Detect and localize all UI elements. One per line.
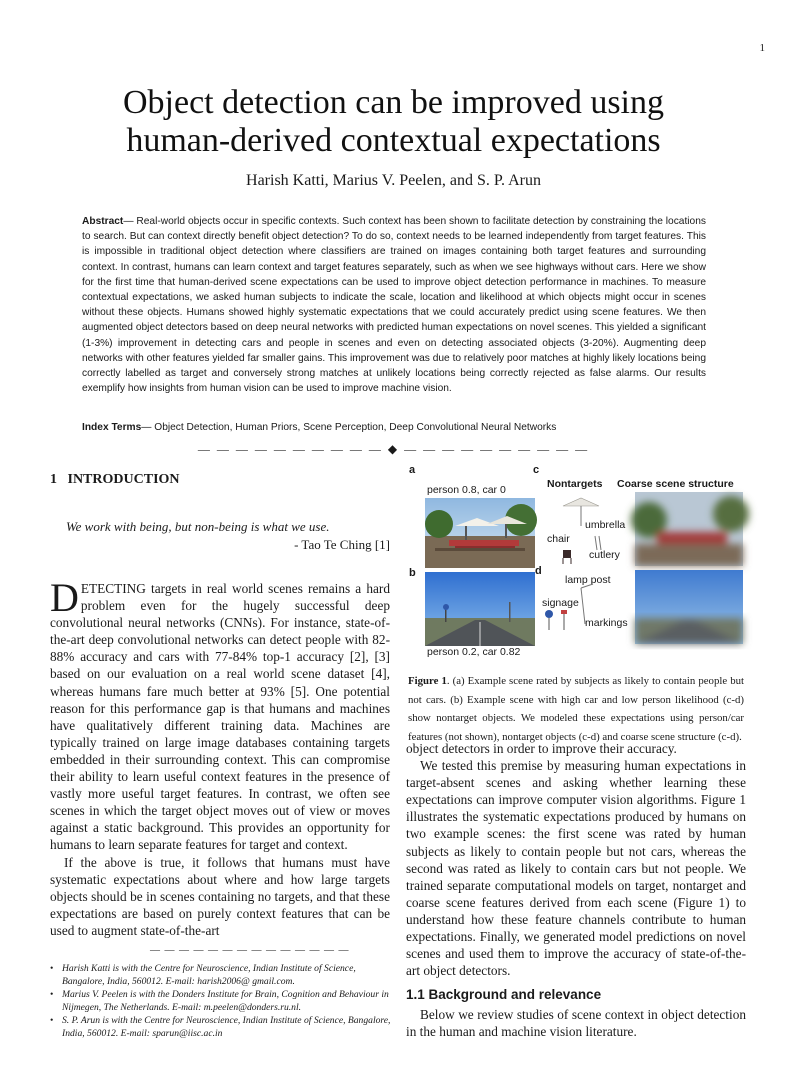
paper-title — [0, 84, 787, 160]
object-lamp-post: lamp post — [565, 574, 611, 586]
page-number: 1 — [759, 42, 765, 54]
object-signage: signage — [542, 597, 579, 609]
left-column — [50, 472, 390, 939]
panel-d-label: d — [535, 565, 542, 577]
section-heading — [50, 472, 390, 488]
panel-a-label: a — [409, 464, 416, 476]
scene-a-image — [425, 498, 535, 568]
object-cutlery: cutlery — [589, 549, 620, 561]
panel-c-label: c — [533, 464, 540, 476]
footnotes — [50, 962, 395, 1040]
subsection-heading: 1.1 Background and relevance — [406, 987, 602, 1003]
caption-label: Figure 1 — [408, 675, 447, 687]
index-terms-text: — Object Detection, Human Priors, Scene Perception, Deep Convolutional Neural Networks — [141, 422, 557, 433]
panel-a-caption: person 0.8, car 0 — [427, 484, 506, 496]
coarse-scene-a — [635, 492, 743, 566]
object-markings: markings — [585, 617, 628, 629]
right-column — [406, 740, 746, 1041]
intro-paragraph-2: If the above is true, it follows that humans must have systematic expectations about where and how large targets objects should be in scenes containing no targets, and that these expectations are based on purely context features that can be used to augment state-of-the-art — [50, 854, 390, 938]
scene-b-image — [425, 572, 535, 646]
abstract — [82, 214, 706, 396]
caption-text: . (a) Example scene rated by subjects as likely to contain people but not cars. (b) Example scene with high car and low person likelihood (c-d) show nontarget objects. We modeled these expectations using person/car features (not shown), nontarget objects (c-d) and coarse scene structure (c-d). — [408, 675, 744, 743]
footnote-item: • S. P. Arun is with the Centre for Neuroscience, Indian Institute of Science, Bangalore, India, 560012. E-mail: sparun@iisc.ac.in — [50, 1014, 395, 1040]
coarse-structure-heading: Coarse scene structure — [617, 478, 734, 490]
panel-b-caption: person 0.2, car 0.82 — [427, 646, 521, 658]
coarse-scene-b — [635, 570, 743, 644]
index-terms — [82, 421, 706, 435]
footnote-item: • Harish Katti is with the Centre for Neuroscience, Indian Institute of Science, Bangalore, India, 560012. E-mail: harish2006@ gmail.com. — [50, 962, 395, 988]
index-terms-label: Index Terms — [82, 422, 142, 433]
author-list: Harish Katti, Marius V. Peelen, and S. P. Arun — [246, 172, 541, 189]
object-chair: chair — [547, 533, 570, 545]
title-line-1: Object detection can be improved using — [123, 84, 664, 121]
nontargets-heading: Nontargets — [547, 478, 603, 490]
intro-paragraph-1-text: ETECTING targets in real world scenes remains a hard problem even for the hugely successful deep convolutional neural networks (CNNs). For instance, state-of-the-art deep convolutional networks can detect people with 82-88% accuracy and cars with 77-84% top-1 accuracy [2], [3] based on our evaluation on a real world scene dataset [4], whereas humans fare much better at 93% [5]. One potential reason for this performance gap is that humans and machines have qualitatively different training data. Machines are typically trained on large image databases containing targets embedded in their surrounding context. This can compromise their ability to learn useful context features in the presence of vastly more useful target features. In contrast, we often see scenes in which the target object moves out of view or moves against a static background. This provides an opportunity for humans to learn separate features for target and context. — [50, 581, 390, 853]
section-number: 1 — [50, 472, 57, 487]
epigraph: We work with being, but non-being is what we use. — [66, 519, 330, 534]
intro-paragraph-1 — [50, 575, 390, 854]
figure-1 — [405, 462, 747, 662]
panel-b-label: b — [409, 567, 416, 579]
figure-caption — [408, 672, 744, 743]
nontarget-icons-d — [541, 580, 621, 632]
title-line-2: human-derived contextual expectations — [126, 122, 661, 159]
section-title: INTRODUCTION — [67, 472, 180, 487]
drop-cap: D — [50, 575, 79, 620]
abstract-label: Abstract — [82, 216, 124, 227]
epigraph-attribution: - Tao Te Ching [1] — [294, 537, 390, 552]
right-paragraph-1: We tested this premise by measuring human expectations in target-absent scenes and asking whether learning these expectations can improve computer vision algorithms. Figure 1 illustrates the systematic expectations produced by humans on two example scenes: the first scene was rated by human subjects as likely to contain people but not cars, whereas the second was rated as likely to contain cars but not people. We trained separate computational models on target, nontarget and coarse scene features derived from each scene (Figure 1) to understand how these feature channels contribute to human expectations. Finally, we generated model predictions on novel scenes and used them to improve the accuracy of state-of-the-art object detectors. — [406, 758, 746, 979]
right-paragraph-2: Below we review studies of scene context in object detection in the human and machine vision literature. — [406, 1007, 746, 1040]
footnote-item: • Marius V. Peelen is with the Donders Institute for Brain, Cognition and Behaviour in Nijmegen, The Netherlands. E-mail: m.peelen@donders.ru.nl. — [50, 988, 395, 1014]
object-umbrella: umbrella — [585, 519, 626, 531]
right-paragraph-0: object detectors in order to improve their accuracy. — [406, 741, 677, 756]
section-separator: — — — — — — — — — — ◆ — — — — — — — — — — — [197, 442, 590, 456]
footnote-rule: — — — — — — — — — — — — — — — [150, 945, 350, 956]
abstract-text: — Real-world objects occur in specific contexts. Such context has been shown to facilitate detection by constraining the locations to search. But can context directly benefit object detection? To do so, context needs to be learned independently from target features. This is impossible in traditional object detection where classifiers are trained on images containing both target features and surrounding context. In contrast, humans can learn context and target features separately, such as when we see highways without cars. Here we show for the first time that human-derived scene expectations can be used to improve object detection performance in machines. To measure contextual expectations, we asked human subjects to indicate the scale, location and likelihood at which objects might occur in scenes without these objects. Humans showed highly systematic expectations that we could accurately predict using scene features. We then augmented object detectors based on deep neural networks with predicted human expectations on novel scenes. This yielded a significant (1-3%) improvement in detecting cars and people in scenes and even on detecting associated objects (3-20%). Augmenting deep networks with other features yielded far smaller gains. This improvement was due to relatively poor matches at highly likely locations being correctly labelled as target and conversely strong matches at unlikely locations being correctly rejected as false alarms. Our results exemplify how insights from human vision can be used to improve machine vision. — [82, 216, 706, 395]
